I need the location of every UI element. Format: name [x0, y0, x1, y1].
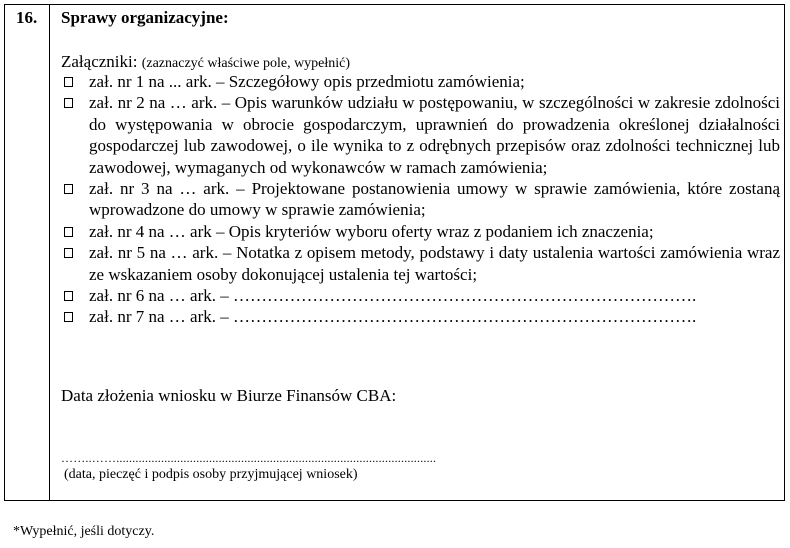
attachment-item-3: [61, 178, 780, 221]
attachment-text-5: zał. nr 5 na … ark. – Notatka z opisem metody, podstawy i daty ustalenia wartości zamówienia wraz ze wskazaniem osoby dokonującej ustalenia tej wartości;: [89, 243, 780, 284]
attachment-checkbox-3[interactable]: [64, 184, 73, 194]
footnote: *Wypełnić, jeśli dotyczy.: [13, 524, 155, 539]
attachment-checkbox-2[interactable]: [64, 98, 73, 108]
attachments-label-row: [61, 52, 350, 72]
attachment-item-7: [61, 306, 780, 327]
attachment-text-6: zał. nr 6 na … ark. – ……………………………………………………………………….: [89, 286, 697, 306]
attachment-checkbox-4[interactable]: [64, 227, 73, 237]
attachment-item-5: [61, 242, 780, 285]
attachments-label: Załączniki:: [61, 52, 138, 71]
attachment-checkbox-5[interactable]: [64, 248, 73, 258]
attachment-item-1: [61, 71, 780, 92]
section-title: Sprawy organizacyjne:: [61, 8, 229, 27]
signature-caption: (data, pieczęć i podpis osoby przyjmującej wniosek): [64, 467, 358, 482]
attachment-item-2: [61, 92, 780, 178]
section-number-cell: [5, 5, 50, 500]
attachment-text-7: zał. nr 7 na … ark. – ……………………………………………………………………….: [89, 307, 697, 327]
attachment-text-2: zał. nr 2 na … ark. – Opis warunków udziału w postępowaniu, w szczególności w zakresie zdolności do występowania w obrocie gospodarczym, uprawnień do prowadzenia określonej działalności gospodarczej lub zawodowej, o ile wynika to z odrębnych przepisów oraz zdolności technicznej lub zawodowej, wymaganych od wykonawców w ramach zamówienia;: [89, 93, 780, 177]
attachment-checkbox-6[interactable]: [64, 291, 73, 301]
attachment-checkbox-1[interactable]: [64, 77, 73, 87]
attachment-item-6: [61, 285, 780, 306]
section-number: 16.: [16, 8, 38, 27]
attachment-checkbox-7[interactable]: [64, 312, 73, 322]
attachments-list: [61, 71, 780, 328]
form-section-table: [4, 4, 785, 501]
attachment-text-4: zał. nr 4 na … ark – Opis kryteriów wyboru oferty wraz z podaniem ich znaczenia;: [89, 221, 654, 241]
attachment-item-4: [61, 221, 780, 242]
attachment-text-1: zał. nr 1 na ... ark. – Szczegółowy opis przedmiotu zamówienia;: [89, 72, 525, 91]
signature-line: ……..……....................................................................................................: [61, 451, 437, 465]
attachments-note: (zaznaczyć właściwe pole, wypełnić): [141, 56, 351, 71]
attachment-text-3: zał. nr 3 na … ark. – Projektowane postanowienia umowy w sprawie zamówienia, które zostaną wprowadzone do umowy w sprawie zamówienia;: [89, 179, 780, 220]
submission-date-label: Data złożenia wniosku w Biurze Finansów CBA:: [61, 386, 397, 405]
